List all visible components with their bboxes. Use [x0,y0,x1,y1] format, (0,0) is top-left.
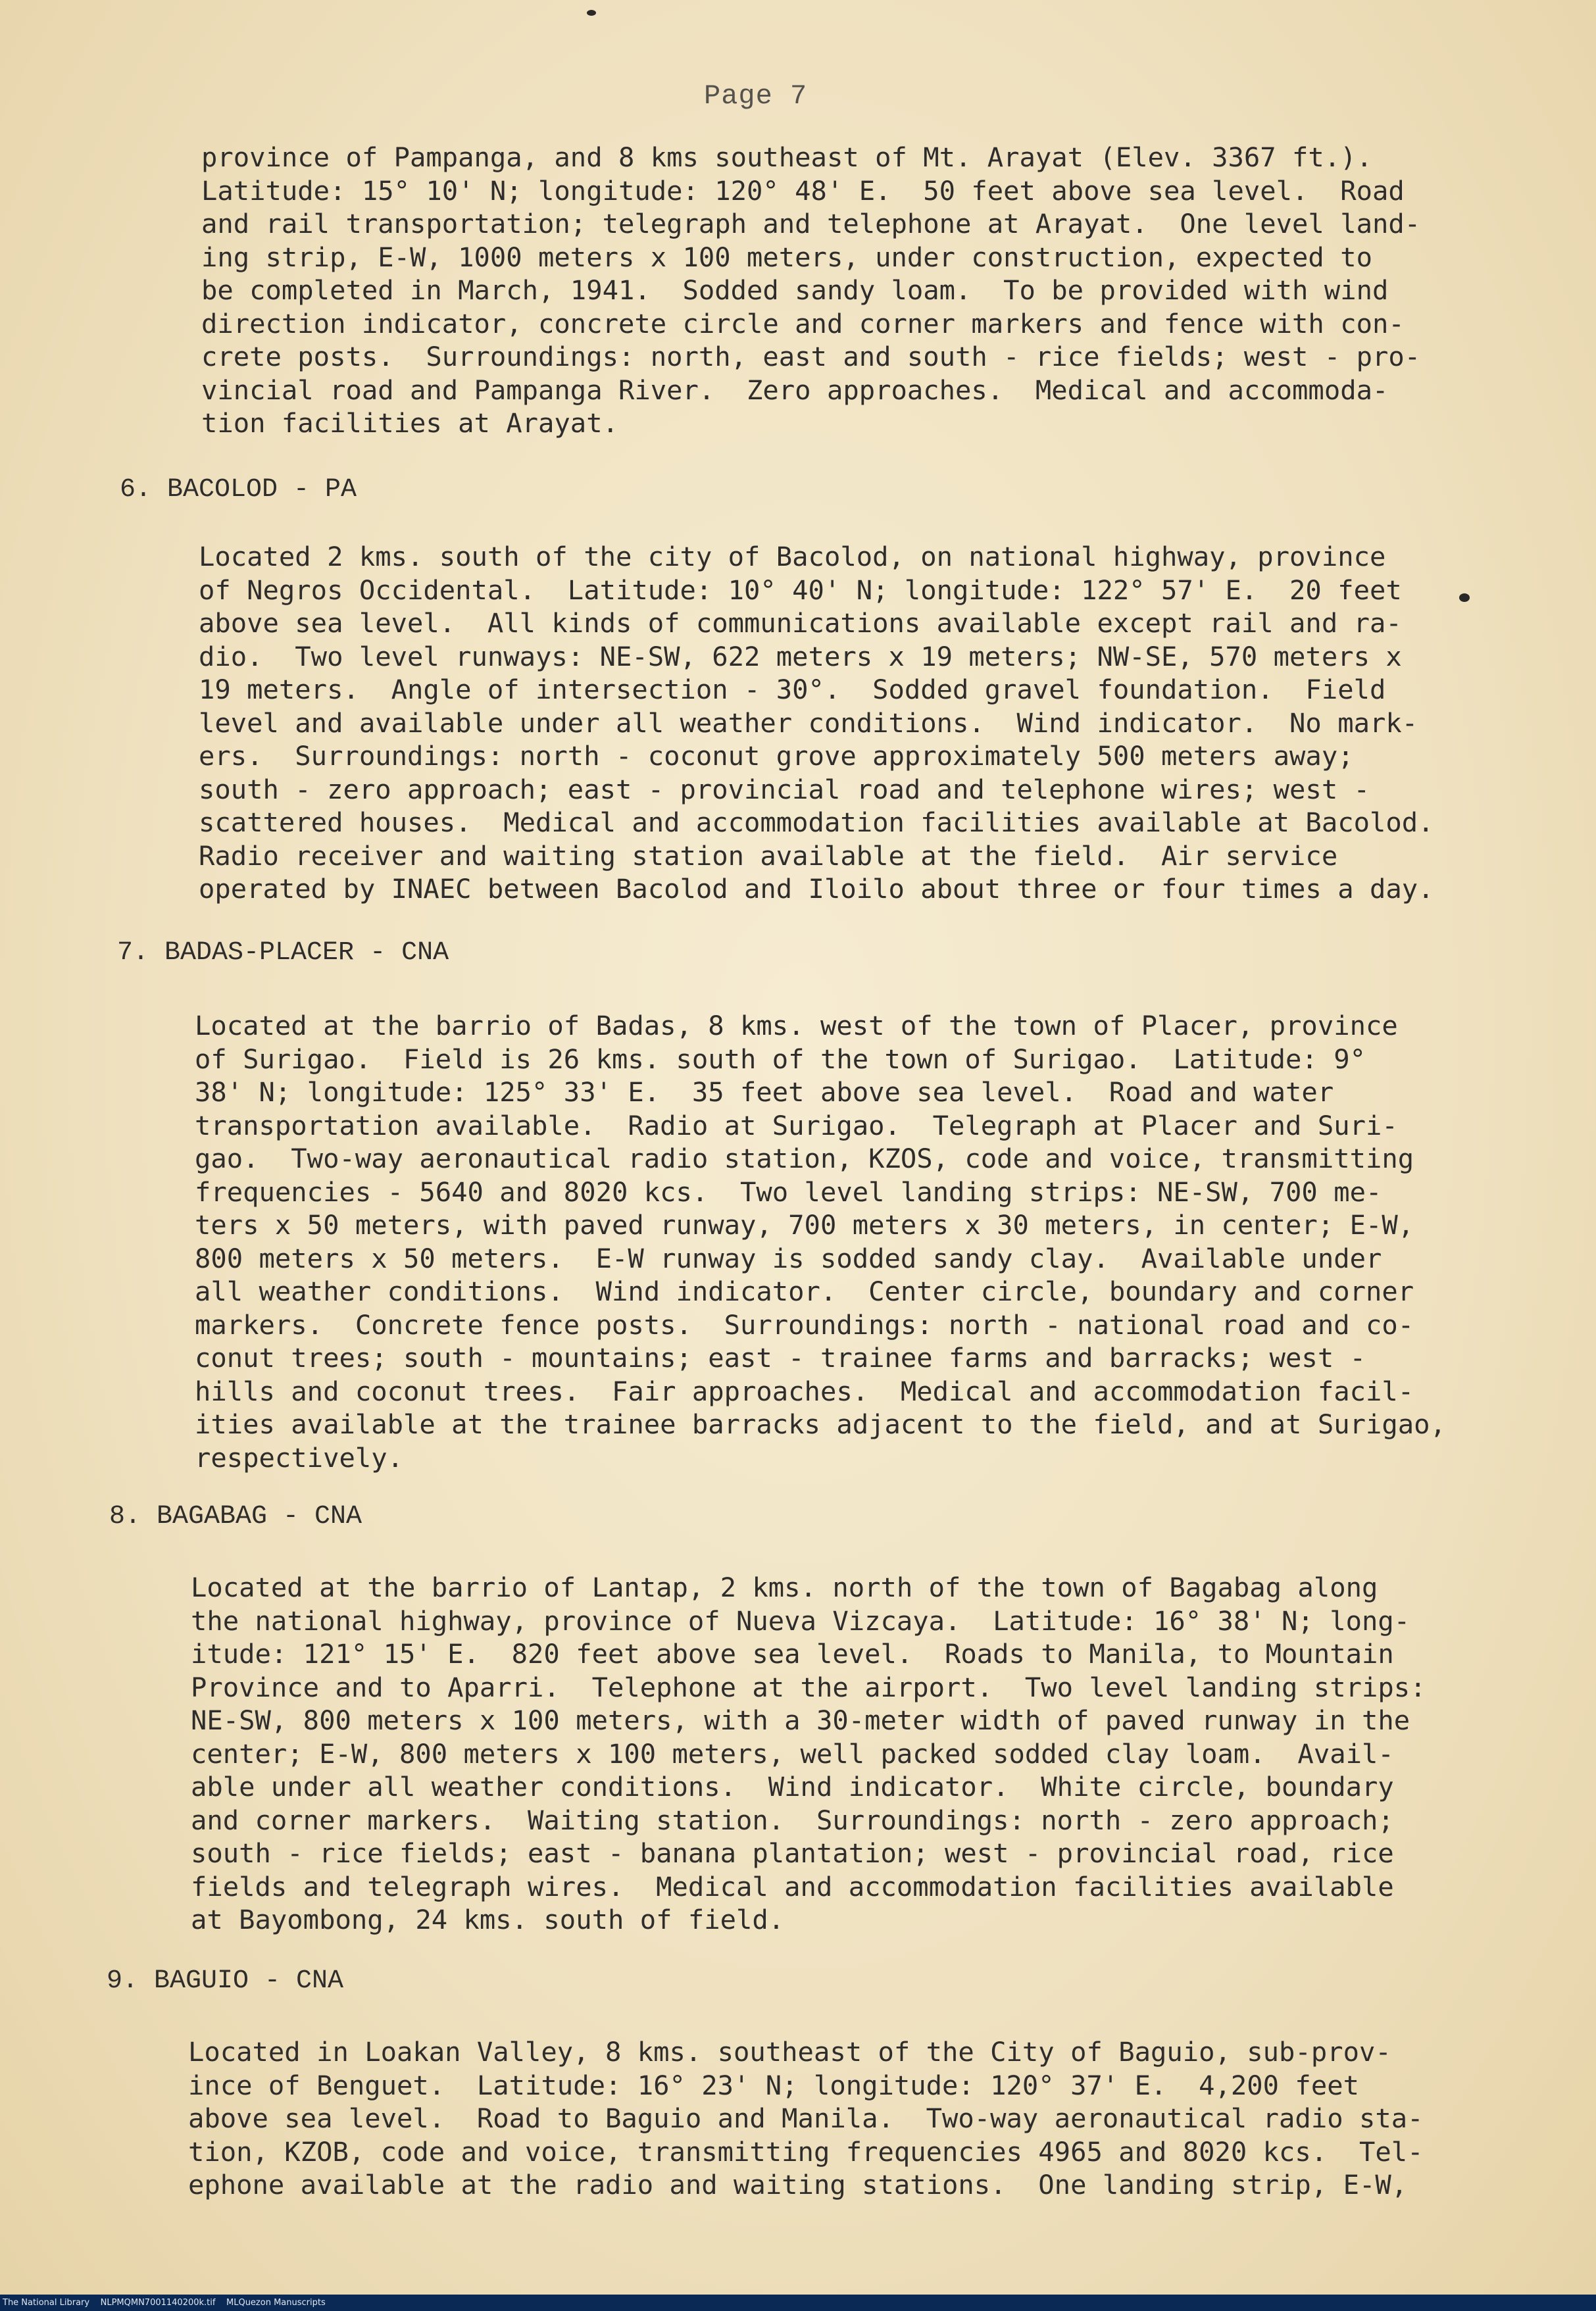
text-line: of Surigao. Field is 26 kms. south of the town of Surigao. Latitude: 9° [195,1043,1366,1075]
ink-speck [1459,593,1470,602]
text-line: above sea level. Road to Baguio and Manila. Two-way aeronautical radio sta- [188,2102,1424,2134]
text-line: hills and coconut trees. Fair approaches. Medical and accommodation facil- [195,1375,1414,1407]
text-line: ephone available at the radio and waiting stations. One landing strip, E-W, [188,2169,1408,2200]
text-line: 38' N; longitude: 125° 33' E. 35 feet above sea level. Road and water [195,1076,1334,1108]
text-line: NE-SW, 800 meters x 100 meters, with a 30-meter width of paved runway in the [191,1704,1410,1736]
section-heading-badas-placer: 7. BADAS-PLACER - CNA [117,938,449,968]
text-line: direction indicator, concrete circle and corner markers and fence with con- [201,307,1405,339]
text-line: transportation available. Radio at Surigao. Telegraph at Placer and Suri- [195,1109,1398,1141]
text-line: at Bayombong, 24 kms. south of field. [191,1904,785,1935]
text-line: able under all weather conditions. Wind indicator. White circle, boundary [191,1771,1394,1802]
text-line: ince of Benguet. Latitude: 16° 23' N; longitude: 120° 37' E. 4,200 feet [188,2069,1359,2101]
text-line: above sea level. All kinds of communications available except rail and ra- [199,607,1402,639]
text-line: operated by INAEC between Bacolod and Iloilo about three or four times a day. [199,873,1434,905]
intro-paragraph [201,141,1420,440]
text-line: Located at the barrio of Badas, 8 kms. west of the town of Placer, province [195,1010,1398,1041]
text-line: ters x 50 meters, with paved runway, 700 meters x 30 meters, in center; E-W, [195,1209,1414,1241]
section-body-bagabag [191,1571,1426,1937]
text-line: itude: 121° 15' E. 820 feet above sea level. Roads to Manila, to Mountain [191,1638,1394,1670]
footer-library: The National Library [3,2298,90,2308]
text-line: be completed in March, 1941. Sodded sandy loam. To be provided with wind [201,274,1389,306]
text-line: the national highway, province of Nueva Vizcaya. Latitude: 16° 38' N; long- [191,1604,1410,1637]
text-line: tion facilities at Arayat. [201,407,618,439]
section-heading-bagabag: 8. BAGABAG - CNA [109,1502,362,1531]
text-line: Located 2 kms. south of the city of Bacolod, on national highway, province [199,541,1386,572]
text-line: all weather conditions. Wind indicator. Center circle, boundary and corner [195,1276,1414,1307]
text-line: gao. Two-way aeronautical radio station, KZOS, code and voice, transmitting [195,1143,1414,1174]
text-line: Radio receiver and waiting station available at the field. Air service [199,839,1338,872]
text-line: ing strip, E-W, 1000 meters x 100 meters, under construction, expected to [201,241,1372,273]
footer-collection: MLQuezon Manuscripts [226,2298,326,2308]
text-line: Province and to Aparri. Telephone at the airport. Two level landing strips: [191,1671,1426,1703]
section-body-badas-placer [195,1009,1446,1474]
text-line: frequencies - 5640 and 8020 kcs. Two level landing strips: NE-SW, 700 me- [195,1176,1382,1208]
text-line: and rail transportation; telegraph and telephone at Arayat. One level land- [201,208,1421,239]
text-line: Located at the barrio of Lantap, 2 kms. north of the town of Bagabag along [191,1572,1378,1603]
footer-filename: NLPMQMN7001140200k.tif [100,2298,216,2308]
archive-footer-bar [0,2295,1596,2311]
page-number: Page 7 [704,80,808,112]
text-line: Latitude: 15° 10' N; longitude: 120° 48' E. 50 feet above sea level. Road [201,174,1405,207]
text-line: scattered houses. Medical and accommodation facilities available at Bacolod. [199,807,1434,838]
section-heading-baguio: 9. BAGUIO - CNA [107,1966,344,1996]
text-line: markers. Concrete fence posts. Surroundings: north - national road and co- [195,1308,1414,1341]
text-line: dio. Two level runways: NE-SW, 622 meters x 19 meters; NW-SE, 570 meters x [199,640,1402,672]
text-line: conut trees; south - mountains; east - trainee farms and barracks; west - [195,1342,1366,1374]
text-line: tion, KZOB, code and voice, transmitting frequencies 4965 and 8020 kcs. Tel- [188,2135,1424,2168]
text-line: and corner markers. Waiting station. Surroundings: north - zero approach; [191,1804,1394,1836]
text-line: ers. Surroundings: north - coconut grove approximately 500 meters away; [199,740,1354,772]
ink-speck [587,10,596,16]
section-body-baguio [188,2035,1424,2202]
section-heading-bacolod: 6. BACOLOD - PA [120,475,357,505]
text-line: province of Pampanga, and 8 kms southeast of Mt. Arayat (Elev. 3367 ft.). [201,141,1372,173]
text-line: of Negros Occidental. Latitude: 10° 40' N; longitude: 122° 57' E. 20 feet [199,574,1402,606]
text-line: respectively. [195,1441,403,1474]
text-line: 800 meters x 50 meters. E-W runway is sodded sandy clay. Available under [195,1242,1382,1274]
section-body-bacolod [199,540,1434,906]
text-line: center; E-W, 800 meters x 100 meters, well packed sodded clay loam. Avail- [191,1737,1394,1770]
text-line: vincial road and Pampanga River. Zero approaches. Medical and accommoda- [201,374,1389,406]
text-line: south - zero approach; east - provincial road and telephone wires; west - [199,773,1370,805]
text-line: ities available at the trainee barracks adjacent to the field, and at Surigao, [195,1408,1446,1440]
text-line: south - rice fields; east - banana plantation; west - provincial road, rice [191,1837,1394,1869]
text-line: level and available under all weather conditions. Wind indicator. No mark- [199,707,1418,739]
text-line: Located in Loakan Valley, 8 kms. southeast of the City of Baguio, sub-prov- [188,2036,1391,2068]
text-line: crete posts. Surroundings: north, east and south - rice fields; west - pro- [201,341,1421,372]
text-line: fields and telegraph wires. Medical and accommodation facilities available [191,1870,1394,1902]
text-line: 19 meters. Angle of intersection - 30°. Sodded gravel foundation. Field [199,674,1386,705]
